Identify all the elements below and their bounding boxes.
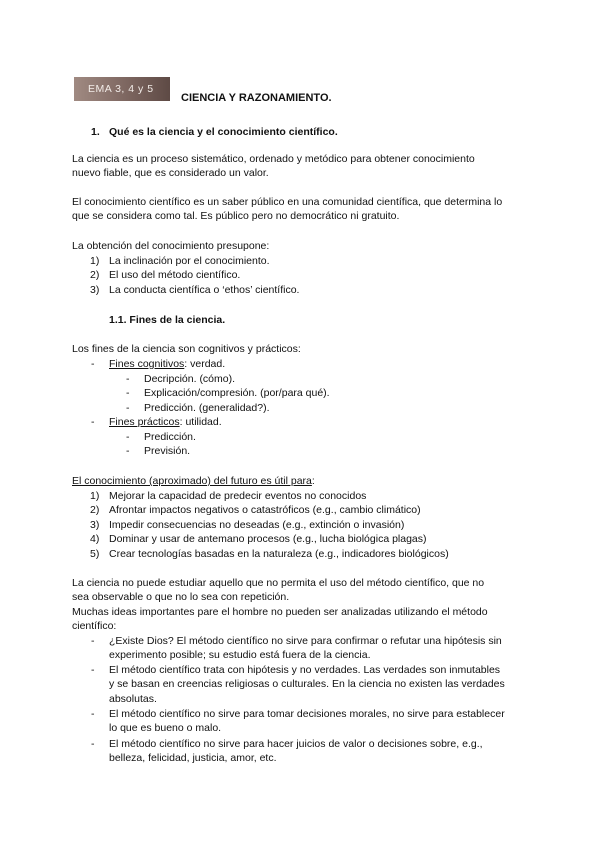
list-number: 4)	[90, 533, 100, 545]
list-number: 1)	[90, 490, 100, 502]
bullet-line: El método científico no sirve para tomar decisiones morales, no sirve para establecer	[109, 708, 505, 720]
bullet-dash: -	[91, 416, 95, 428]
bullet-line: El método científico trata con hipótesis y no verdades. Las verdades son inmutables	[109, 664, 501, 676]
list-item: El uso del método científico.	[109, 269, 241, 281]
paragraph-line: nuevo fiable, que es considerado un valor.	[72, 167, 269, 179]
list-number: 2)	[90, 504, 100, 516]
paragraph-line: científico:	[72, 620, 117, 632]
list-item	[109, 357, 225, 371]
list-item: Crear tecnologías basadas en la naturaleza (e.g., indicadores biológicos)	[109, 548, 449, 560]
list-number: 2)	[90, 269, 100, 281]
paragraph-line	[72, 474, 315, 488]
list-item: Predicción.	[144, 431, 196, 443]
list-number: 1)	[90, 255, 100, 267]
paragraph-line: La ciencia no puede estudiar aquello que no permita el uso del método científico, que no	[72, 577, 485, 589]
future-intro: El conocimiento (aproximado) del futuro es útil para	[72, 475, 312, 487]
paragraph-line: Los fines de la ciencia son cognitivos y prácticos:	[72, 343, 301, 355]
list-item: Mejorar la capacidad de predecir eventos no conocidos	[109, 490, 367, 502]
list-item: Dominar y usar de antemano procesos (e.g., lucha biológica plagas)	[109, 533, 427, 545]
bullet-line: El método científico no sirve para hacer juicios de valor o decisiones sobre, e.g.,	[109, 738, 483, 750]
topic-banner: EMA 3, 4 y 5	[74, 77, 170, 101]
list-item	[109, 415, 222, 429]
list-number: 3)	[90, 284, 100, 296]
list-item: Explicación/compresión. (por/para qué).	[144, 387, 330, 399]
bullet-dash: -	[91, 708, 95, 720]
future-colon: :	[311, 475, 315, 487]
document-title: CIENCIA Y RAZONAMIENTO.	[181, 92, 332, 104]
bullet-line: absolutas.	[109, 693, 157, 705]
paragraph-line: que se considera como tal. Es público pero no democrático ni gratuito.	[72, 210, 400, 222]
bullet-line: ¿Existe Dios? El método científico no sirve para confirmar o refutar una hipótesis sin	[109, 635, 502, 647]
list-item: La inclinación por el conocimiento.	[109, 255, 270, 267]
paragraph-line: La ciencia es un proceso sistemático, ordenado y metódico para obtener conocimiento	[72, 153, 475, 165]
bullet-line: lo que es bueno o malo.	[109, 722, 222, 734]
bullet-dash: -	[126, 387, 130, 399]
paragraph-line: El conocimiento científico es un saber público en una comunidad científica, que determina lo	[72, 196, 503, 208]
list-item: Previsión.	[144, 445, 191, 457]
paragraph-line: sea observable o que no lo sea con repetición.	[72, 591, 290, 603]
practical-rest: : utilidad.	[179, 416, 222, 428]
bullet-dash: -	[126, 402, 130, 414]
bullet-dash: -	[126, 445, 130, 457]
bullet-dash: -	[91, 664, 95, 676]
bullet-dash: -	[91, 738, 95, 750]
cognitive-label: Fines cognitivos	[109, 358, 185, 370]
list-item: Decripción. (cómo).	[144, 373, 236, 385]
bullet-dash: -	[126, 431, 130, 443]
list-item: Afrontar impactos negativos o catastróficos (e.g., cambio climático)	[109, 504, 421, 516]
list-item: La conducta científica o ‘ethos’ científico.	[109, 284, 300, 296]
paragraph-line: Muchas ideas importantes pare el hombre no pueden ser analizadas utilizando el método	[72, 606, 488, 618]
list-item: Predicción. (generalidad?).	[144, 402, 270, 414]
bullet-line: belleza, felicidad, justicia, amor, etc.	[109, 752, 277, 764]
bullet-dash: -	[91, 358, 95, 370]
bullet-line: experimento posible; su estudio está fuera de la ciencia.	[109, 649, 371, 661]
paragraph-line: La obtención del conocimiento presupone:	[72, 240, 270, 252]
subsection-heading: 1.1. Fines de la ciencia.	[109, 314, 226, 326]
list-number: 5)	[90, 548, 100, 560]
bullet-dash: -	[126, 373, 130, 385]
bullet-dash: -	[91, 635, 95, 647]
cognitive-rest: : verdad.	[184, 358, 226, 370]
list-number: 3)	[90, 519, 100, 531]
practical-label: Fines prácticos	[109, 416, 180, 428]
section-number: 1.	[91, 126, 100, 138]
list-item: Impedir consecuencias no deseadas (e.g., extinción o invasión)	[109, 519, 405, 531]
bullet-line: y se basan en creencias religiosas o culturales. En la ciencia no existen las verdades	[109, 678, 505, 690]
section-heading: Qué es la ciencia y el conocimiento científico.	[109, 126, 338, 138]
